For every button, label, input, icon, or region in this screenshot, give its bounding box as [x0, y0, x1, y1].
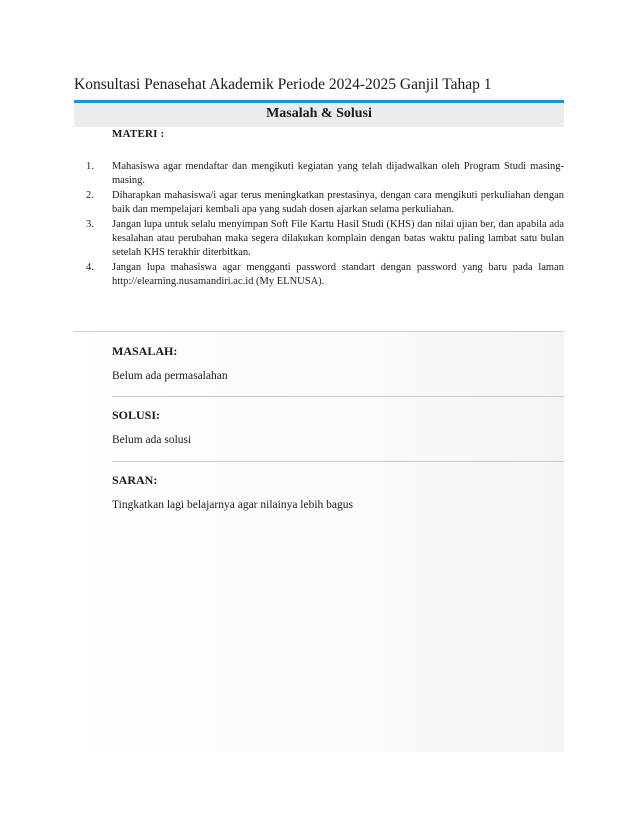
masalah-block [112, 344, 564, 383]
list-item [86, 218, 564, 260]
list-item [86, 261, 564, 289]
list-item [86, 160, 564, 188]
masalah-text: Belum ada permasalahan [112, 370, 228, 382]
list-number: 4. [86, 262, 94, 273]
list-text: Jangan lupa untuk selalu menyimpan Soft File Kartu Hasil Studi (KHS) dan nilai ujian ber, dan apabila ada kesalahan atau perubahan maka segera dilakukan komplain dengan batas waktu paling lambat satu bulan setelah KHS terakhir diterbitkan. [112, 219, 564, 258]
list-number: 2. [86, 190, 94, 201]
page-title: Konsultasi Penasehat Akademik Periode 2024-2025 Ganjil Tahap 1 [74, 76, 492, 93]
list-number: 3. [86, 219, 94, 230]
masalah-label: MASALAH: [112, 344, 178, 358]
solusi-text: Belum ada solusi [112, 434, 192, 446]
materi-label: MATERI : [112, 128, 165, 140]
list-text: Diharapkan mahasiswa/i agar terus meningkatkan prestasinya, dengan cara mengikuti perkuliahan dengan baik dan mempelajari kembali apa yang sudah dosen ajarkan selama perkuliahan. [112, 190, 564, 215]
list-number: 1. [86, 161, 94, 172]
divider [112, 396, 564, 397]
solusi-label: SOLUSI: [112, 408, 161, 422]
saran-text: Tingkatkan lagi belajarnya agar nilainya lebih bagus [112, 499, 354, 511]
solusi-block [112, 408, 564, 447]
section-header: Masalah & Solusi [74, 100, 564, 127]
list-text: Mahasiswa agar mendaftar dan mengikuti kegiatan yang telah dijadwalkan oleh Program Studi masing-masing. [112, 161, 564, 186]
saran-label: SARAN: [112, 473, 158, 487]
list-text: Jangan lupa mahasiswa agar mengganti password standart dengan password yang baru pada laman http://elearning.nusamandiri.ac.id (My ELNUSA). [112, 262, 564, 287]
consultation-panel [74, 332, 564, 752]
divider [112, 461, 564, 462]
materi-list [86, 160, 564, 290]
saran-block [112, 473, 564, 512]
list-item [86, 189, 564, 217]
